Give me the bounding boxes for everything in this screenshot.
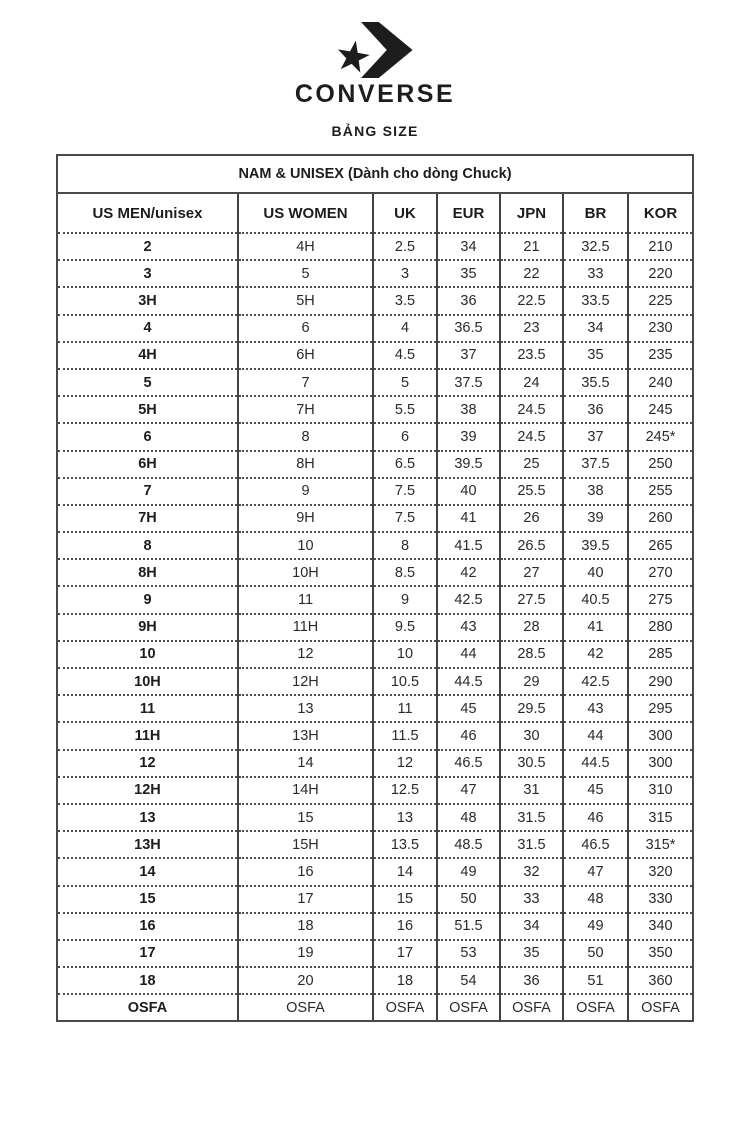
table-cell: 3: [373, 260, 437, 287]
table-cell: 12H: [238, 668, 373, 695]
table-cell: 50: [563, 940, 628, 967]
table-cell: 37: [437, 342, 500, 369]
table-row: [57, 641, 693, 668]
table-cell: 7.5: [373, 505, 437, 532]
table-row: [57, 940, 693, 967]
table-cell: 40.5: [563, 586, 628, 613]
table-cell: 3: [57, 260, 238, 287]
table-cell: 39.5: [437, 451, 500, 478]
table-row: [57, 668, 693, 695]
table-cell: 7: [238, 369, 373, 396]
table-cell: 14: [57, 858, 238, 885]
table-cell: 48.5: [437, 831, 500, 858]
table-cell: 25: [500, 451, 563, 478]
table-row: [57, 614, 693, 641]
table-cell: 7.5: [373, 478, 437, 505]
table-cell: 9.5: [373, 614, 437, 641]
table-cell: 11: [373, 695, 437, 722]
table-cell: 315*: [628, 831, 693, 858]
table-cell: 245*: [628, 423, 693, 450]
table-cell: 41: [437, 505, 500, 532]
table-cell: 11: [57, 695, 238, 722]
table-cell: 36: [563, 396, 628, 423]
table-cell: 2: [57, 233, 238, 260]
table-row: [57, 287, 693, 314]
table-cell: 11.5: [373, 722, 437, 749]
table-cell: 220: [628, 260, 693, 287]
table-cell: 39: [563, 505, 628, 532]
table-cell: 17: [373, 940, 437, 967]
brand-wordmark: CONVERSE: [294, 80, 456, 108]
table-cell: 260: [628, 505, 693, 532]
table-cell: 30: [500, 722, 563, 749]
table-cell: 2.5: [373, 233, 437, 260]
table-row: [57, 532, 693, 559]
table-cell: 340: [628, 913, 693, 940]
table-cell: OSFA: [500, 994, 563, 1021]
table-cell: 8H: [57, 559, 238, 586]
table-cell: 38: [437, 396, 500, 423]
column-header-eur: EUR: [437, 193, 500, 233]
table-row: [57, 396, 693, 423]
table-cell: 31: [500, 777, 563, 804]
table-cell: 18: [57, 967, 238, 994]
table-cell: 6: [57, 423, 238, 450]
table-cell: 12.5: [373, 777, 437, 804]
table-cell: 11: [238, 586, 373, 613]
table-cell: 285: [628, 641, 693, 668]
table-cell: 10H: [238, 559, 373, 586]
table-cell: 41: [563, 614, 628, 641]
table-cell: 6H: [238, 342, 373, 369]
table-cell: 14: [238, 750, 373, 777]
table-group-header-row: [57, 155, 693, 193]
table-cell: 5.5: [373, 396, 437, 423]
table-cell: 36: [437, 287, 500, 314]
table-row: [57, 586, 693, 613]
table-cell: 49: [437, 858, 500, 885]
table-cell: 22: [500, 260, 563, 287]
table-cell: 42.5: [563, 668, 628, 695]
table-cell: OSFA: [563, 994, 628, 1021]
table-cell: 35: [500, 940, 563, 967]
table-cell: 14: [373, 858, 437, 885]
table-cell: 28.5: [500, 641, 563, 668]
converse-star-chevron-icon: [333, 22, 417, 78]
table-cell: 9: [57, 586, 238, 613]
table-cell: OSFA: [238, 994, 373, 1021]
table-cell: 9H: [57, 614, 238, 641]
table-cell: 40: [563, 559, 628, 586]
table-cell: 17: [238, 886, 373, 913]
table-cell: 32: [500, 858, 563, 885]
table-row: [57, 913, 693, 940]
table-cell: 54: [437, 967, 500, 994]
table-cell: 34: [437, 233, 500, 260]
table-cell: 27: [500, 559, 563, 586]
table-cell: 42: [563, 641, 628, 668]
table-cell: 44.5: [437, 668, 500, 695]
table-cell: 7: [57, 478, 238, 505]
table-cell: 12: [238, 641, 373, 668]
table-cell: 46: [437, 722, 500, 749]
table-cell: 330: [628, 886, 693, 913]
table-cell: 230: [628, 315, 693, 342]
table-cell: 51.5: [437, 913, 500, 940]
table-row: [57, 695, 693, 722]
table-cell: 11H: [238, 614, 373, 641]
table-cell: 42: [437, 559, 500, 586]
table-cell: 265: [628, 532, 693, 559]
table-cell: 48: [437, 804, 500, 831]
column-header-kor: KOR: [628, 193, 693, 233]
table-cell: 33: [563, 260, 628, 287]
table-cell: 5H: [57, 396, 238, 423]
table-cell: 46: [563, 804, 628, 831]
table-cell: 4H: [57, 342, 238, 369]
table-cell: 300: [628, 722, 693, 749]
table-cell: 10.5: [373, 668, 437, 695]
table-cell: 360: [628, 967, 693, 994]
table-cell: 8.5: [373, 559, 437, 586]
table-cell: 235: [628, 342, 693, 369]
table-cell: 29.5: [500, 695, 563, 722]
size-chart-table: [56, 154, 694, 1022]
table-row: [57, 967, 693, 994]
table-cell: 26.5: [500, 532, 563, 559]
table-cell: 26: [500, 505, 563, 532]
table-column-header-row: [57, 193, 693, 233]
table-cell: 41.5: [437, 532, 500, 559]
table-body: [57, 233, 693, 1021]
table-cell: 270: [628, 559, 693, 586]
table-cell: 10: [238, 532, 373, 559]
table-cell: 14H: [238, 777, 373, 804]
table-cell: 295: [628, 695, 693, 722]
table-cell: 10: [373, 641, 437, 668]
table-cell: 13.5: [373, 831, 437, 858]
table-cell: 4: [57, 315, 238, 342]
table-cell: 43: [563, 695, 628, 722]
table-row: [57, 777, 693, 804]
table-cell: 39: [437, 423, 500, 450]
table-row: [57, 750, 693, 777]
table-cell: 19: [238, 940, 373, 967]
table-cell: 7H: [57, 505, 238, 532]
table-cell: 8: [57, 532, 238, 559]
table-cell: 225: [628, 287, 693, 314]
table-cell: 36.5: [437, 315, 500, 342]
table-cell: 20: [238, 967, 373, 994]
column-header-uk: UK: [373, 193, 437, 233]
table-cell: 44: [437, 641, 500, 668]
table-cell: 245: [628, 396, 693, 423]
table-cell: 4: [373, 315, 437, 342]
page-title: BẢNG SIZE: [331, 123, 419, 139]
table-cell: 320: [628, 858, 693, 885]
table-cell: 10H: [57, 668, 238, 695]
table-cell: 13H: [57, 831, 238, 858]
table-cell: 25.5: [500, 478, 563, 505]
table-cell: 24: [500, 369, 563, 396]
table-cell: 49: [563, 913, 628, 940]
table-cell: 15: [57, 886, 238, 913]
table-cell: 310: [628, 777, 693, 804]
table-cell: 40: [437, 478, 500, 505]
table-cell: 350: [628, 940, 693, 967]
table-row: [57, 233, 693, 260]
table-cell: 3.5: [373, 287, 437, 314]
table-cell: 6: [238, 315, 373, 342]
table-cell: 44: [563, 722, 628, 749]
table-cell: 39.5: [563, 532, 628, 559]
table-row: [57, 831, 693, 858]
table-cell: 7H: [238, 396, 373, 423]
table-cell: 250: [628, 451, 693, 478]
table-cell: 47: [437, 777, 500, 804]
table-cell: 31.5: [500, 831, 563, 858]
table-cell: 27.5: [500, 586, 563, 613]
table-cell: 16: [373, 913, 437, 940]
table-cell: 50: [437, 886, 500, 913]
table-cell: 8: [238, 423, 373, 450]
table-cell: 315: [628, 804, 693, 831]
table-cell: 16: [57, 913, 238, 940]
table-cell: 45: [563, 777, 628, 804]
table-cell: 24.5: [500, 396, 563, 423]
table-row: [57, 505, 693, 532]
table-cell: 48: [563, 886, 628, 913]
table-cell: 290: [628, 668, 693, 695]
table-cell: 15: [373, 886, 437, 913]
table-cell: 45: [437, 695, 500, 722]
table-cell: 8H: [238, 451, 373, 478]
table-row: [57, 994, 693, 1021]
table-cell: OSFA: [437, 994, 500, 1021]
table-cell: 9H: [238, 505, 373, 532]
table-cell: 8: [373, 532, 437, 559]
table-cell: 30.5: [500, 750, 563, 777]
table-group-header: NAM & UNISEX (Dành cho dòng Chuck): [57, 155, 693, 193]
table-cell: 275: [628, 586, 693, 613]
table-cell: 33.5: [563, 287, 628, 314]
table-cell: 16: [238, 858, 373, 885]
column-header-us-men-unisex: US MEN/unisex: [92, 204, 203, 222]
table-cell: 53: [437, 940, 500, 967]
table-cell: 42.5: [437, 586, 500, 613]
table-cell: 13H: [238, 722, 373, 749]
table-row: [57, 342, 693, 369]
table-row: [57, 886, 693, 913]
column-header-br: BR: [563, 193, 628, 233]
table-row: [57, 423, 693, 450]
table-cell: 35: [437, 260, 500, 287]
table-cell: 28: [500, 614, 563, 641]
table-cell: 38: [563, 478, 628, 505]
table-row: [57, 315, 693, 342]
table-cell: 280: [628, 614, 693, 641]
table-cell: 4.5: [373, 342, 437, 369]
table-cell: 32.5: [563, 233, 628, 260]
table-cell: 13: [373, 804, 437, 831]
table-cell: 37: [563, 423, 628, 450]
table-cell: 35: [563, 342, 628, 369]
table-row: [57, 804, 693, 831]
table-cell: 6: [373, 423, 437, 450]
table-cell: 29: [500, 668, 563, 695]
table-cell: 17: [57, 940, 238, 967]
table-cell: 5: [57, 369, 238, 396]
table-cell: 3H: [57, 287, 238, 314]
table-cell: 33: [500, 886, 563, 913]
table-cell: 10: [57, 641, 238, 668]
table-cell: 37.5: [563, 451, 628, 478]
table-cell: 21: [500, 233, 563, 260]
table-cell: 13: [238, 695, 373, 722]
table-cell: OSFA: [628, 994, 693, 1021]
table-cell: 5: [238, 260, 373, 287]
table-cell: 36: [500, 967, 563, 994]
table-cell: 300: [628, 750, 693, 777]
table-cell: 44.5: [563, 750, 628, 777]
table-cell: 18: [238, 913, 373, 940]
table-cell: 6.5: [373, 451, 437, 478]
brand-header: [0, 0, 750, 139]
table-row: [57, 559, 693, 586]
table-cell: 4H: [238, 233, 373, 260]
column-header-jpn: JPN: [500, 193, 563, 233]
table-row: [57, 478, 693, 505]
table-cell: 47: [563, 858, 628, 885]
table-cell: 15H: [238, 831, 373, 858]
table-cell: 11H: [57, 722, 238, 749]
table-cell: 46.5: [437, 750, 500, 777]
table-row: [57, 858, 693, 885]
table-cell: 22.5: [500, 287, 563, 314]
table-cell: 12: [57, 750, 238, 777]
table-cell: 255: [628, 478, 693, 505]
table-cell: 23: [500, 315, 563, 342]
table-cell: 23.5: [500, 342, 563, 369]
table-cell: 34: [563, 315, 628, 342]
table-cell: OSFA: [57, 994, 238, 1021]
table-cell: 9: [373, 586, 437, 613]
table-cell: 31.5: [500, 804, 563, 831]
table-cell: 9: [238, 478, 373, 505]
table-cell: 18: [373, 967, 437, 994]
table-row: [57, 260, 693, 287]
table-cell: 12: [373, 750, 437, 777]
table-cell: 13: [57, 804, 238, 831]
table-cell: 6H: [57, 451, 238, 478]
column-header-us-women: US WOMEN: [238, 193, 373, 233]
table-cell: 24.5: [500, 423, 563, 450]
table-cell: 240: [628, 369, 693, 396]
table-cell: OSFA: [373, 994, 437, 1021]
table-row: [57, 722, 693, 749]
table-cell: 43: [437, 614, 500, 641]
table-cell: 46.5: [563, 831, 628, 858]
table-cell: 15: [238, 804, 373, 831]
table-cell: 12H: [57, 777, 238, 804]
table-row: [57, 369, 693, 396]
table-cell: 37.5: [437, 369, 500, 396]
table-cell: 51: [563, 967, 628, 994]
table-row: [57, 451, 693, 478]
table-cell: 34: [500, 913, 563, 940]
table-cell: 210: [628, 233, 693, 260]
table-cell: 5H: [238, 287, 373, 314]
table-cell: 35.5: [563, 369, 628, 396]
table-cell: 5: [373, 369, 437, 396]
